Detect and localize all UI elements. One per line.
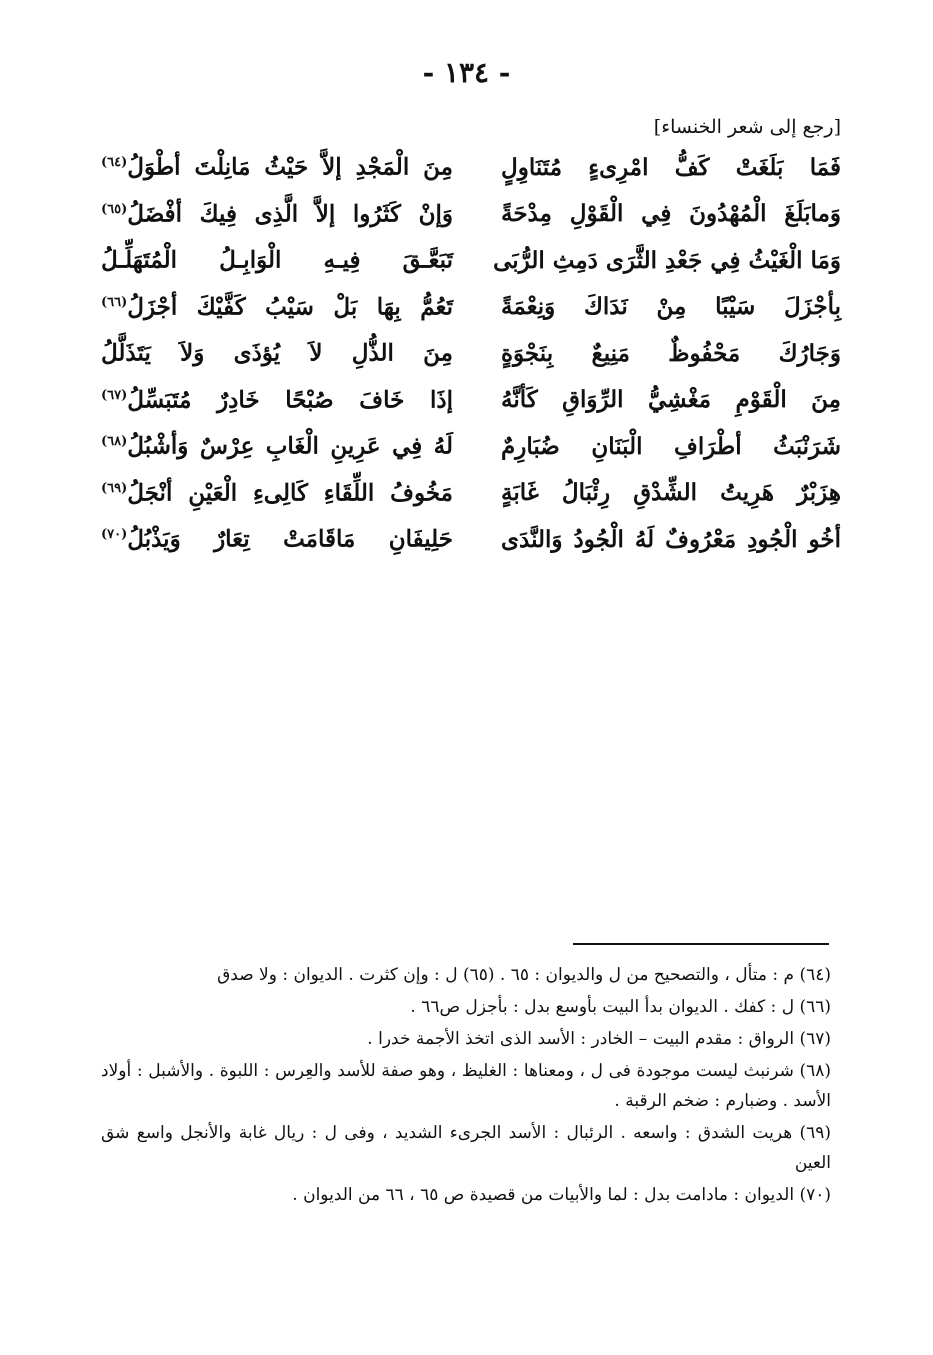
footnotes [101, 960, 831, 1212]
verse-first-hemistich: أخُو الْجُودِ مَعْرُوفٌ لَهُ الْجُودُ وَالنَّدَى [501, 525, 841, 553]
footnote-reference: (٦٥) [101, 201, 128, 217]
verse-first-hemistich: وَمَا الْغَيْثُ فِي جَعْدِ الثَّرَى دَمِثِ الرُّبَى [493, 246, 841, 274]
verse-second-text: مَخُوفُ اللِّقَاءِ كَالِىءِ الْعَيْنِ أنْجَلُ [127, 479, 453, 507]
footnote: (٦٩) هريت الشدق : واسعه . الرئبال : الأسد الجرىء الشديد ، وفى ل : ريال غابة والأنجل واسع شق العين [101, 1123, 831, 1173]
verse-second-text: إذَا خَافَ صُبْحًا خَادِرٌ مُتَبَسِّلُ [127, 386, 453, 414]
verse-second-text: وَإنْ كَثَرُوا إلاَّ الَّذِى فِيكَ أفْضَلُ [127, 200, 453, 228]
verse [101, 512, 841, 559]
verse [101, 233, 841, 280]
verse-second-hemistich [101, 466, 453, 517]
verse-first-hemistich: وَمابَلَغَ الْمُهْدُونَ فِي الْقَوْلِ مِدْحَةً [501, 200, 841, 228]
footnote-reference: (٦٤) [101, 155, 128, 170]
footnote: (٦٧) الرواق : مقدم البيت – الخادر : الأسد الذى اتخذ الأجمة خدرا . [367, 1029, 831, 1049]
verse [101, 373, 841, 420]
footnote-reference: (٦٧) [101, 387, 128, 403]
verse-second-text: تَبَعَّـقَ فِيـهِ الْوَابِـلُ الْمُتَهَلِّـلُ [101, 246, 453, 274]
poem [101, 140, 841, 559]
verse-second-text: لَهُ فِي عَرِينِ الْغَابِ عِرْسٌ وَأشْبُلُ [127, 432, 453, 460]
verse-second-hemistich [101, 326, 453, 377]
verse-first-hemistich: فَمَا بَلَغَتْ كَفُّ امْرِىءٍ مُتَنَاوِلٍ [501, 153, 841, 181]
verse-first-hemistich: وَجَارُكَ مَحْفُوظٌ مَنِيعٌ بِنَجْوَةٍ [501, 339, 841, 367]
verse [101, 187, 841, 234]
verse-second-hemistich [101, 233, 453, 284]
verse [101, 419, 841, 466]
verse-second-text: تَعُمُّ بِهَا بَلْ سَيْبُ كَفَّيْكَ أجْزَلُ [127, 293, 453, 321]
verse-first-hemistich: بِأجْزَلَ سَيْبًا مِنْ نَدَاكَ وَنِعْمَةً [501, 293, 841, 321]
footnote-reference: (٧٠) [101, 527, 128, 542]
verse-second-hemistich [101, 512, 453, 563]
verse-second-hemistich [101, 373, 453, 424]
verse-second-hemistich [101, 419, 453, 470]
verse [101, 326, 841, 373]
verse [101, 280, 841, 327]
footnote-reference: (٦٩) [101, 480, 128, 496]
footnote: (٧٠) الديوان : مادامت بدل : لما والأبيات من قصيدة ص ٦٥ ، ٦٦ من الديوان . [292, 1185, 831, 1205]
verse-second-hemistich [101, 140, 453, 191]
verse-second-text: حَلِيفَانِ مَاقَامَتْ تِعَارٌ وَيَذْبُلُ [127, 525, 453, 553]
verse-first-hemistich: هِزَبْرٌ هَرِيتُ الشِّدْقِ رِئْبَالُ غَابَةٍ [501, 479, 841, 507]
footnote-reference: (٦٨) [101, 434, 128, 449]
verse-first-hemistich: شَرَنْبَثُ أطْرَافِ الْبَنَانِ ضُبَارِمٌ [501, 432, 841, 460]
footnote: (٦٦) ل : كفك . الديوان بدأ البيت بأوسع بدل : بأجزل ص٦٦ . [410, 997, 831, 1017]
footnote: (٦٨) شرنبث ليست موجودة فى ل ، ومعناها : الغليظ ، وهو صفة للأسد والعِرس : اللبوة . والأشبل : أولاد الأسد . وضبارم : ضخم الرقبة . [101, 1061, 831, 1111]
verse-second-hemistich [101, 187, 453, 238]
verse-second-text: مِنَ الْمَجْدِ إلاَّ حَيْثُ مَانِلْتَ أطْوَلُ [127, 153, 453, 181]
verse-second-hemistich [101, 280, 453, 331]
verse-second-text: مِنَ الذُّلِ لاَ يُؤذَى وَلاَ يَتَذَلَّلُ [101, 339, 453, 367]
footnote-separator [573, 943, 829, 945]
footnote-reference: (٦٦) [101, 294, 128, 310]
verse-first-hemistich: مِنَ الْقَوْمِ مَغْشِيُّ الرِّوَاقِ كَأنَّهُ [501, 386, 841, 414]
section-note: [رجع إلى شعر الخنساء] [653, 116, 841, 138]
page-number: - ١٣٤ - [422, 56, 511, 89]
verse [101, 466, 841, 513]
verse [101, 140, 841, 187]
footnote: (٦٤) م : متأل ، والتصحيح من ل والديوان : ٦٥ . (٦٥) ل : وإن كثرت . الديوان : ولا صدق [217, 965, 831, 985]
